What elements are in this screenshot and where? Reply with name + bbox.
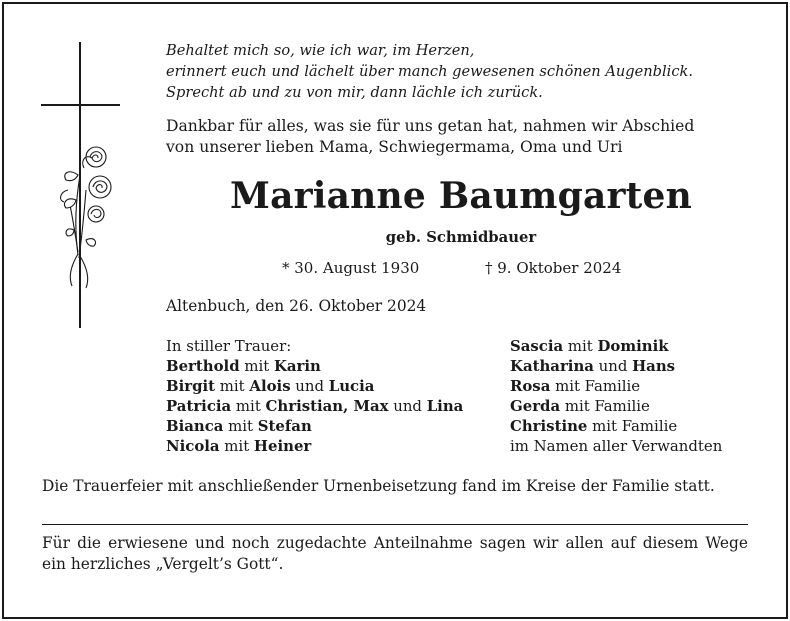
connector-text: mit Familie [587, 417, 678, 435]
mourner-name: Patricia [166, 397, 232, 415]
connector-text: mit [239, 357, 274, 375]
connector-text: mit Familie [550, 377, 641, 395]
funeral-note: Die Trauerfeier mit anschließender Urnenbeisetzung fand im Kreise der Familie statt. [42, 477, 715, 495]
birth-date: * 30. August 1930 [282, 259, 420, 277]
mourner-row [510, 396, 760, 416]
mourner-row [510, 376, 760, 396]
connector-text: im Namen aller Verwandten [510, 437, 723, 455]
connector-text: mit Familie [560, 397, 650, 415]
poem-line: Sprecht ab und zu von mir, dann lächle ich zurück. [166, 84, 543, 101]
cross-icon [38, 40, 128, 330]
mourner-name: Katharina [510, 357, 594, 375]
cross-with-roses [38, 40, 128, 330]
connector-text: mit [219, 437, 254, 455]
mourner-name: Berthold [166, 357, 240, 375]
mourner-name: Karin [273, 357, 321, 375]
thanks-note: Für die erwiesene und noch zugedachte Anteilnahme sagen wir allen auf diesem Wege ein herzliches „Vergelt’s Gott“. [42, 534, 748, 573]
mourner-name: Christian, Max [265, 397, 389, 415]
mourner-row [510, 416, 760, 436]
connector-text: und [290, 377, 329, 395]
connector-text: mit [563, 337, 598, 355]
mourner-name: Dominik [597, 337, 669, 355]
mourner-name: Christine [510, 417, 588, 435]
mourners-heading: In stiller Trauer: [166, 337, 292, 355]
mourner-row [510, 336, 760, 356]
mourner-name: Hans [632, 357, 676, 375]
intro-line: von unserer lieben Mama, Schwiegermama, Oma und Uri [166, 138, 623, 156]
mourner-name: Bianca [166, 417, 224, 435]
mourner-row [510, 436, 760, 456]
poem-line: erinnert euch und lächelt über manch gewesenen schönen Augenblick. [166, 63, 693, 80]
connector-text: mit [215, 377, 250, 395]
divider-line [42, 524, 748, 525]
mourner-row [166, 376, 506, 396]
mourner-name: Heiner [253, 437, 312, 455]
mourner-row [510, 356, 760, 376]
mourner-row [166, 416, 506, 436]
connector-text: und [593, 357, 633, 375]
mourner-name: Sascia [510, 337, 564, 355]
farewell-intro [166, 116, 756, 158]
mourner-name: Lucia [328, 377, 375, 395]
connector-text: und [388, 397, 427, 415]
life-dates [282, 258, 742, 279]
mourner-row [166, 396, 506, 416]
mourner-name: Rosa [510, 377, 551, 395]
memorial-poem [166, 40, 756, 103]
mourner-name: Gerda [510, 397, 561, 415]
mourners-right-column [510, 336, 760, 456]
mourner-name: Alois [249, 377, 291, 395]
mourner-row [166, 356, 506, 376]
maiden-name: geb. Schmidbauer [385, 229, 537, 246]
mourner-name: Stefan [257, 417, 312, 435]
connector-text: mit [231, 397, 266, 415]
intro-line: Dankbar für alles, was sie für uns getan hat, nahmen wir Abschied [166, 117, 695, 135]
mourners-left-column [166, 336, 506, 456]
place-and-date: Altenbuch, den 26. Oktober 2024 [166, 297, 427, 315]
mourner-name: Lina [426, 397, 464, 415]
deceased-name: Marianne Baumgarten [230, 175, 692, 217]
poem-line: Behaltet mich so, wie ich war, im Herzen, [166, 42, 475, 59]
connector-text: mit [223, 417, 258, 435]
mourner-name: Birgit [166, 377, 216, 395]
mourner-name: Nicola [166, 437, 220, 455]
mourner-row [166, 436, 506, 456]
death-date: † 9. Oktober 2024 [485, 259, 622, 277]
rose-bouquet-icon [61, 147, 111, 288]
